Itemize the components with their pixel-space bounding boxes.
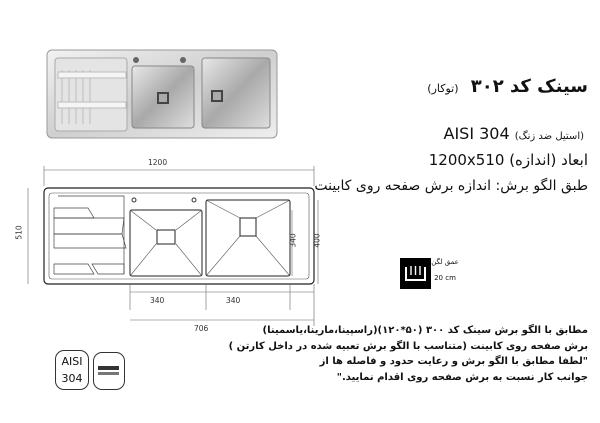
right-bowl-width-dimension: 340: [226, 296, 241, 305]
width-dimension: 1200: [148, 158, 168, 167]
left-bowl-width-dimension: 340: [150, 296, 165, 305]
dimensions-line: ابعاد (اندازه) 1200x510: [428, 151, 588, 169]
note-line-3: "لطفا مطابق با الگو برش و رعایت حدود و فاصله ها از: [319, 356, 588, 367]
note-line-1: مطابق با الگو برش سینک کد ۳۰۰ (۵۰*۱۲۰)(راسپینا،مارینا،یاسمینا): [262, 325, 588, 336]
note-line-2: برش صفحه روی کابینت (متناسب با الگو برش تعبیه شده در داخل کارتن ): [228, 340, 588, 352]
cut-pattern-note: طبق الگو برش: اندازه برش صفحه روی کابینت: [314, 178, 588, 194]
basin-depth-label: عمق لگن: [431, 258, 459, 266]
product-title: [388, 76, 588, 97]
inset-sink-icon: [93, 352, 125, 390]
bowl-height-dimension: 340: [288, 233, 298, 248]
height-dimension: 510: [14, 225, 24, 240]
basin-depth-value: 20 cm: [434, 274, 456, 282]
material-grade: AISI 304: [443, 124, 510, 143]
material-note: (استیل ضد زنگ): [514, 131, 584, 142]
aisi-badge-line2: 304: [61, 372, 83, 385]
sink-illustration: [46, 46, 278, 142]
technical-drawing: [18, 160, 338, 340]
outer-height-dimension: 400: [312, 233, 322, 248]
title-text: سینک کد ۳۰۲: [470, 76, 588, 97]
note-line-4: جوانب کار نسبت به برش صفحه روی اقدام نمایید.": [336, 371, 588, 383]
installation-notes: [160, 324, 588, 386]
aisi-badge-line1: AISI: [61, 355, 83, 368]
cutout-width-dimension: 706: [194, 324, 209, 333]
material-line: [388, 124, 588, 143]
basin-depth-icon: [400, 258, 431, 289]
title-subtitle: (توکار): [427, 82, 459, 95]
aisi-badge: [55, 350, 89, 390]
